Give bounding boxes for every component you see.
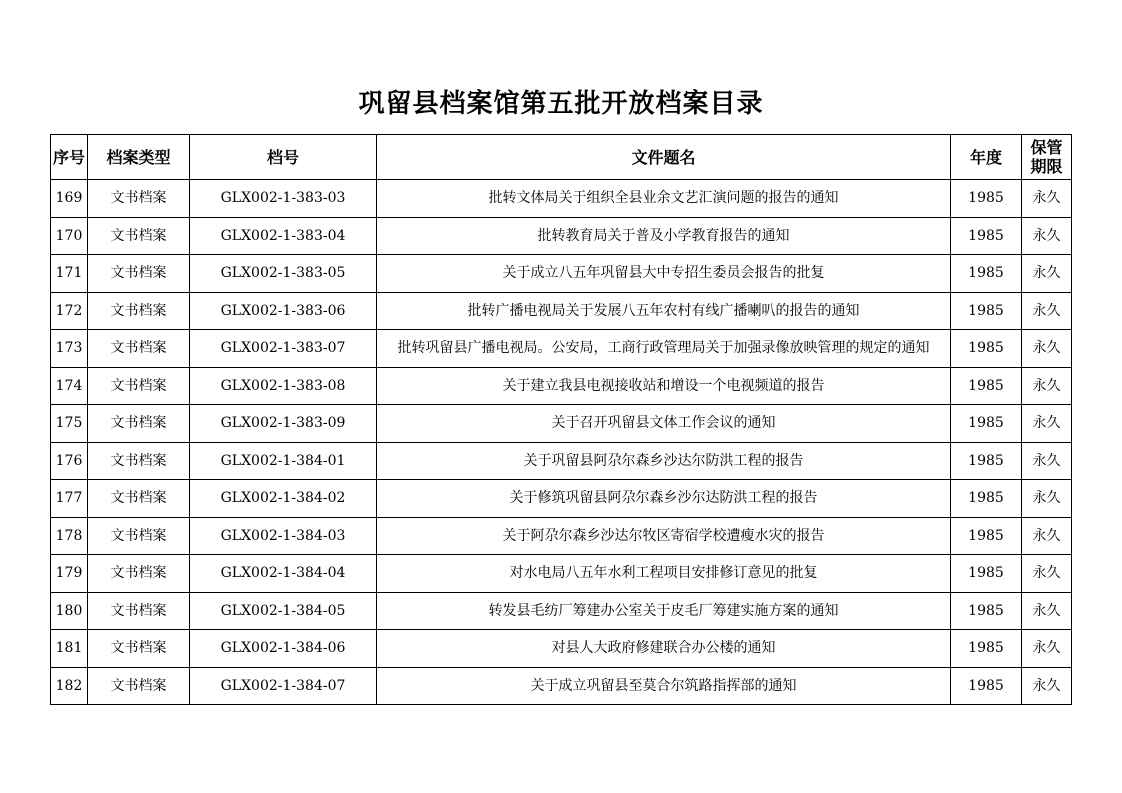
cell-year: 1985 [951, 367, 1022, 405]
cell-type: 文书档案 [88, 405, 190, 443]
table-header-row [51, 135, 1072, 180]
cell-retention: 永久 [1022, 555, 1072, 593]
cell-seq: 174 [51, 367, 88, 405]
cell-doc-title: 批转文体局关于组织全县业余文艺汇演问题的报告的通知 [377, 180, 951, 218]
cell-doc-title: 批转巩留县广播电视局。公安局，工商行政管理局关于加强录像放映管理的规定的通知 [377, 330, 951, 368]
cell-code: GLX002-1-383-05 [190, 255, 377, 293]
cell-code: GLX002-1-384-07 [190, 667, 377, 705]
cell-type: 文书档案 [88, 517, 190, 555]
table-row [51, 592, 1072, 630]
cell-year: 1985 [951, 442, 1022, 480]
table-row [51, 367, 1072, 405]
cell-doc-title: 批转广播电视局关于发展八五年农村有线广播喇叭的报告的通知 [377, 292, 951, 330]
cell-seq: 172 [51, 292, 88, 330]
cell-year: 1985 [951, 255, 1022, 293]
cell-doc-title: 关于建立我县电视接收站和增设一个电视频道的报告 [377, 367, 951, 405]
table-row [51, 180, 1072, 218]
cell-retention: 永久 [1022, 667, 1072, 705]
cell-year: 1985 [951, 405, 1022, 443]
cell-seq: 177 [51, 480, 88, 518]
table-row [51, 517, 1072, 555]
cell-type: 文书档案 [88, 255, 190, 293]
cell-year: 1985 [951, 592, 1022, 630]
cell-year: 1985 [951, 330, 1022, 368]
header-retention-label: 保管期限 [1030, 138, 1063, 176]
cell-code: GLX002-1-384-06 [190, 630, 377, 668]
cell-code: GLX002-1-384-02 [190, 480, 377, 518]
header-code: 档号 [190, 135, 377, 180]
table-row [51, 330, 1072, 368]
header-year: 年度 [951, 135, 1022, 180]
table-row [51, 217, 1072, 255]
cell-doc-title: 批转教育局关于普及小学教育报告的通知 [377, 217, 951, 255]
cell-seq: 176 [51, 442, 88, 480]
cell-seq: 175 [51, 405, 88, 443]
cell-year: 1985 [951, 180, 1022, 218]
cell-year: 1985 [951, 555, 1022, 593]
header-seq: 序号 [51, 135, 88, 180]
header-type: 档案类型 [88, 135, 190, 180]
table-row [51, 442, 1072, 480]
cell-doc-title: 转发县毛纺厂筹建办公室关于皮毛厂筹建实施方案的通知 [377, 592, 951, 630]
cell-retention: 永久 [1022, 630, 1072, 668]
cell-type: 文书档案 [88, 330, 190, 368]
cell-doc-title: 关于阿尕尔森乡沙达尔牧区寄宿学校遭瘦水灾的报告 [377, 517, 951, 555]
cell-code: GLX002-1-383-06 [190, 292, 377, 330]
cell-retention: 永久 [1022, 255, 1072, 293]
cell-code: GLX002-1-383-07 [190, 330, 377, 368]
cell-year: 1985 [951, 217, 1022, 255]
cell-retention: 永久 [1022, 180, 1072, 218]
cell-doc-title: 关于成立八五年巩留县大中专招生委员会报告的批复 [377, 255, 951, 293]
cell-type: 文书档案 [88, 667, 190, 705]
cell-code: GLX002-1-383-08 [190, 367, 377, 405]
table-row [51, 480, 1072, 518]
cell-year: 1985 [951, 630, 1022, 668]
cell-seq: 179 [51, 555, 88, 593]
cell-code: GLX002-1-383-09 [190, 405, 377, 443]
cell-code: GLX002-1-384-05 [190, 592, 377, 630]
cell-retention: 永久 [1022, 292, 1072, 330]
cell-code: GLX002-1-384-01 [190, 442, 377, 480]
cell-doc-title: 关于巩留县阿尕尔森乡沙达尔防洪工程的报告 [377, 442, 951, 480]
cell-retention: 永久 [1022, 517, 1072, 555]
cell-retention: 永久 [1022, 442, 1072, 480]
cell-doc-title: 对水电局八五年水利工程项目安排修订意见的批复 [377, 555, 951, 593]
cell-type: 文书档案 [88, 367, 190, 405]
cell-year: 1985 [951, 517, 1022, 555]
cell-seq: 178 [51, 517, 88, 555]
cell-type: 文书档案 [88, 555, 190, 593]
header-retention [1022, 135, 1072, 180]
cell-year: 1985 [951, 480, 1022, 518]
cell-doc-title: 关于召开巩留县文体工作会议的通知 [377, 405, 951, 443]
cell-type: 文书档案 [88, 180, 190, 218]
table-row [51, 292, 1072, 330]
cell-code: GLX002-1-384-03 [190, 517, 377, 555]
cell-doc-title: 对县人大政府修建联合办公楼的通知 [377, 630, 951, 668]
cell-seq: 181 [51, 630, 88, 668]
table-row [51, 405, 1072, 443]
cell-type: 文书档案 [88, 217, 190, 255]
cell-year: 1985 [951, 667, 1022, 705]
cell-doc-title: 关于成立巩留县至莫合尔筑路指挥部的通知 [377, 667, 951, 705]
table-row [51, 555, 1072, 593]
cell-retention: 永久 [1022, 217, 1072, 255]
table-row [51, 667, 1072, 705]
page-title: 巩留县档案馆第五批开放档案目录 [358, 89, 764, 119]
cell-seq: 180 [51, 592, 88, 630]
cell-year: 1985 [951, 292, 1022, 330]
cell-type: 文书档案 [88, 592, 190, 630]
cell-type: 文书档案 [88, 630, 190, 668]
cell-type: 文书档案 [88, 292, 190, 330]
cell-code: GLX002-1-383-04 [190, 217, 377, 255]
cell-retention: 永久 [1022, 480, 1072, 518]
cell-retention: 永久 [1022, 405, 1072, 443]
cell-retention: 永久 [1022, 367, 1072, 405]
header-doc-title: 文件题名 [377, 135, 951, 180]
cell-doc-title: 关于修筑巩留县阿尕尔森乡沙尔达防洪工程的报告 [377, 480, 951, 518]
table-row [51, 630, 1072, 668]
cell-retention: 永久 [1022, 592, 1072, 630]
cell-seq: 182 [51, 667, 88, 705]
cell-type: 文书档案 [88, 480, 190, 518]
cell-seq: 170 [51, 217, 88, 255]
archive-catalog-table [50, 134, 1072, 705]
cell-seq: 171 [51, 255, 88, 293]
cell-retention: 永久 [1022, 330, 1072, 368]
table-row [51, 255, 1072, 293]
cell-code: GLX002-1-384-04 [190, 555, 377, 593]
cell-code: GLX002-1-383-03 [190, 180, 377, 218]
cell-seq: 169 [51, 180, 88, 218]
cell-seq: 173 [51, 330, 88, 368]
cell-type: 文书档案 [88, 442, 190, 480]
